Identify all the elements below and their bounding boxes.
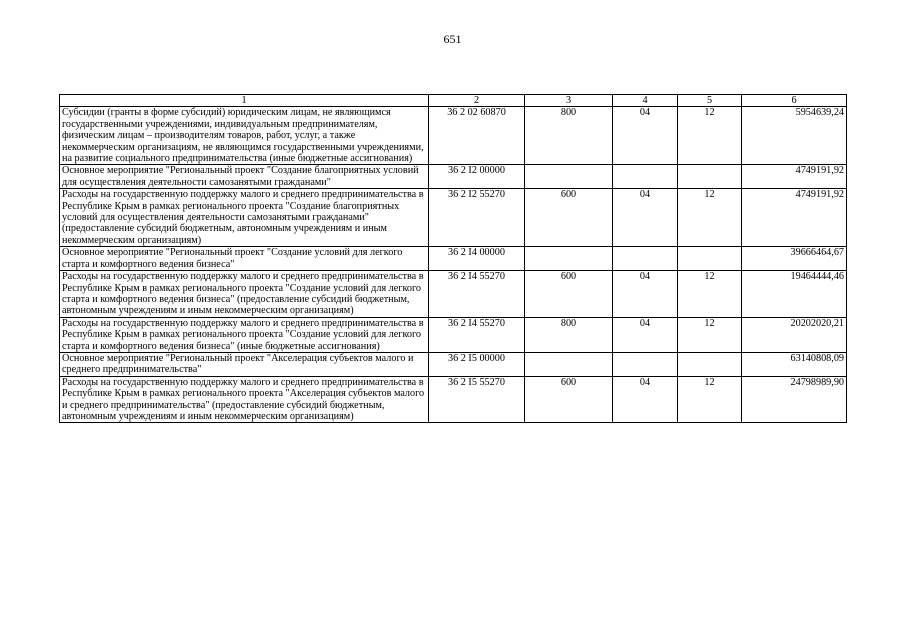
row-name: Основное мероприятие "Региональный проект "Создание благоприятных условий для осуществления деятельности самозанятыми гражданами" xyxy=(60,165,429,189)
row-name: Субсидии (гранты в форме субсидий) юридическим лицам, не являющимся государственными учреждениями, индивидуальным предпринимателям, физическим лицам – производителям товаров, работ, услуг, а также некоммерческим организациям, не являющимся государственными учреждениями, на развитие социального предпринимательства (иные бюджетные ассигнования) xyxy=(60,107,429,165)
row-rz xyxy=(613,352,678,376)
row-sum: 4749191,92 xyxy=(742,189,847,247)
row-rz: 04 xyxy=(613,271,678,318)
row-name: Расходы на государственную поддержку малого и среднего предпринимательства в Республике Крым в рамках регионального проекта "Акселерация субъектов малого и среднего предпринимательства" (предоставление субсидий бюджетным, автономным учреждениям и иным некоммерческим организациям) xyxy=(60,376,429,423)
row-name: Основное мероприятие "Региональный проект "Акселерация субъектов малого и среднего предпринимательства" xyxy=(60,352,429,376)
table-header-row xyxy=(60,95,847,107)
table-row xyxy=(60,352,847,376)
row-pr: 12 xyxy=(678,271,742,318)
row-sum: 4749191,92 xyxy=(742,165,847,189)
row-code: 36 2 02 60870 xyxy=(429,107,525,165)
row-code: 36 2 I4 55270 xyxy=(429,317,525,352)
row-vr: 800 xyxy=(525,317,613,352)
row-name: Расходы на государственную поддержку малого и среднего предпринимательства в Республике Крым в рамках регионального проекта "Создание условий для легкого старта и комфортного ведения бизнеса" (иные бюджетные ассигнования) xyxy=(60,317,429,352)
table-row xyxy=(60,376,847,423)
row-name: Расходы на государственную поддержку малого и среднего предпринимательства в Республике Крым в рамках регионального проекта "Создание благоприятных условий для осуществления деятельности самозанятыми гражданами" (предоставление субсидий бюджетным, автономным учреждениям и иным некоммерческим организациям) xyxy=(60,189,429,247)
row-vr: 600 xyxy=(525,271,613,318)
row-sum: 63140808,09 xyxy=(742,352,847,376)
row-vr: 800 xyxy=(525,107,613,165)
row-pr: 12 xyxy=(678,317,742,352)
row-code: 36 2 I2 00000 xyxy=(429,165,525,189)
budget-table xyxy=(59,94,847,423)
row-pr xyxy=(678,247,742,271)
row-vr: 600 xyxy=(525,189,613,247)
row-sum: 24798989,90 xyxy=(742,376,847,423)
column-header: 6 xyxy=(742,95,847,107)
row-vr: 600 xyxy=(525,376,613,423)
column-header: 1 xyxy=(60,95,429,107)
row-vr xyxy=(525,165,613,189)
table-row xyxy=(60,247,847,271)
page-number: 651 xyxy=(443,32,462,46)
row-name: Расходы на государственную поддержку малого и среднего предпринимательства в Республике Крым в рамках регионального проекта "Создание условий для легкого старта и комфортного ведения бизнеса" (предоставление субсидий бюджетным, автономным учреждениям и иным некоммерческим организациям) xyxy=(60,271,429,318)
row-code: 36 2 I5 00000 xyxy=(429,352,525,376)
row-sum: 5954639,24 xyxy=(742,107,847,165)
row-sum: 39666464,67 xyxy=(742,247,847,271)
row-rz: 04 xyxy=(613,189,678,247)
row-rz: 04 xyxy=(613,376,678,423)
row-rz: 04 xyxy=(613,317,678,352)
row-pr: 12 xyxy=(678,189,742,247)
row-name: Основное мероприятие "Региональный проект "Создание условий для легкого старта и комфортного ведения бизнеса" xyxy=(60,247,429,271)
row-code: 36 2 I4 55270 xyxy=(429,271,525,318)
row-rz xyxy=(613,247,678,271)
row-rz: 04 xyxy=(613,107,678,165)
row-code: 36 2 I2 55270 xyxy=(429,189,525,247)
row-pr: 12 xyxy=(678,376,742,423)
table-row xyxy=(60,317,847,352)
table-row xyxy=(60,271,847,318)
row-sum: 19464444,46 xyxy=(742,271,847,318)
column-header: 2 xyxy=(429,95,525,107)
table-row xyxy=(60,165,847,189)
row-pr xyxy=(678,165,742,189)
row-vr xyxy=(525,247,613,271)
row-code: 36 2 I5 55270 xyxy=(429,376,525,423)
table-row xyxy=(60,107,847,165)
column-header: 3 xyxy=(525,95,613,107)
row-code: 36 2 I4 00000 xyxy=(429,247,525,271)
row-pr: 12 xyxy=(678,107,742,165)
row-sum: 20202020,21 xyxy=(742,317,847,352)
column-header: 5 xyxy=(678,95,742,107)
row-rz xyxy=(613,165,678,189)
row-pr xyxy=(678,352,742,376)
table-row xyxy=(60,189,847,247)
column-header: 4 xyxy=(613,95,678,107)
row-vr xyxy=(525,352,613,376)
